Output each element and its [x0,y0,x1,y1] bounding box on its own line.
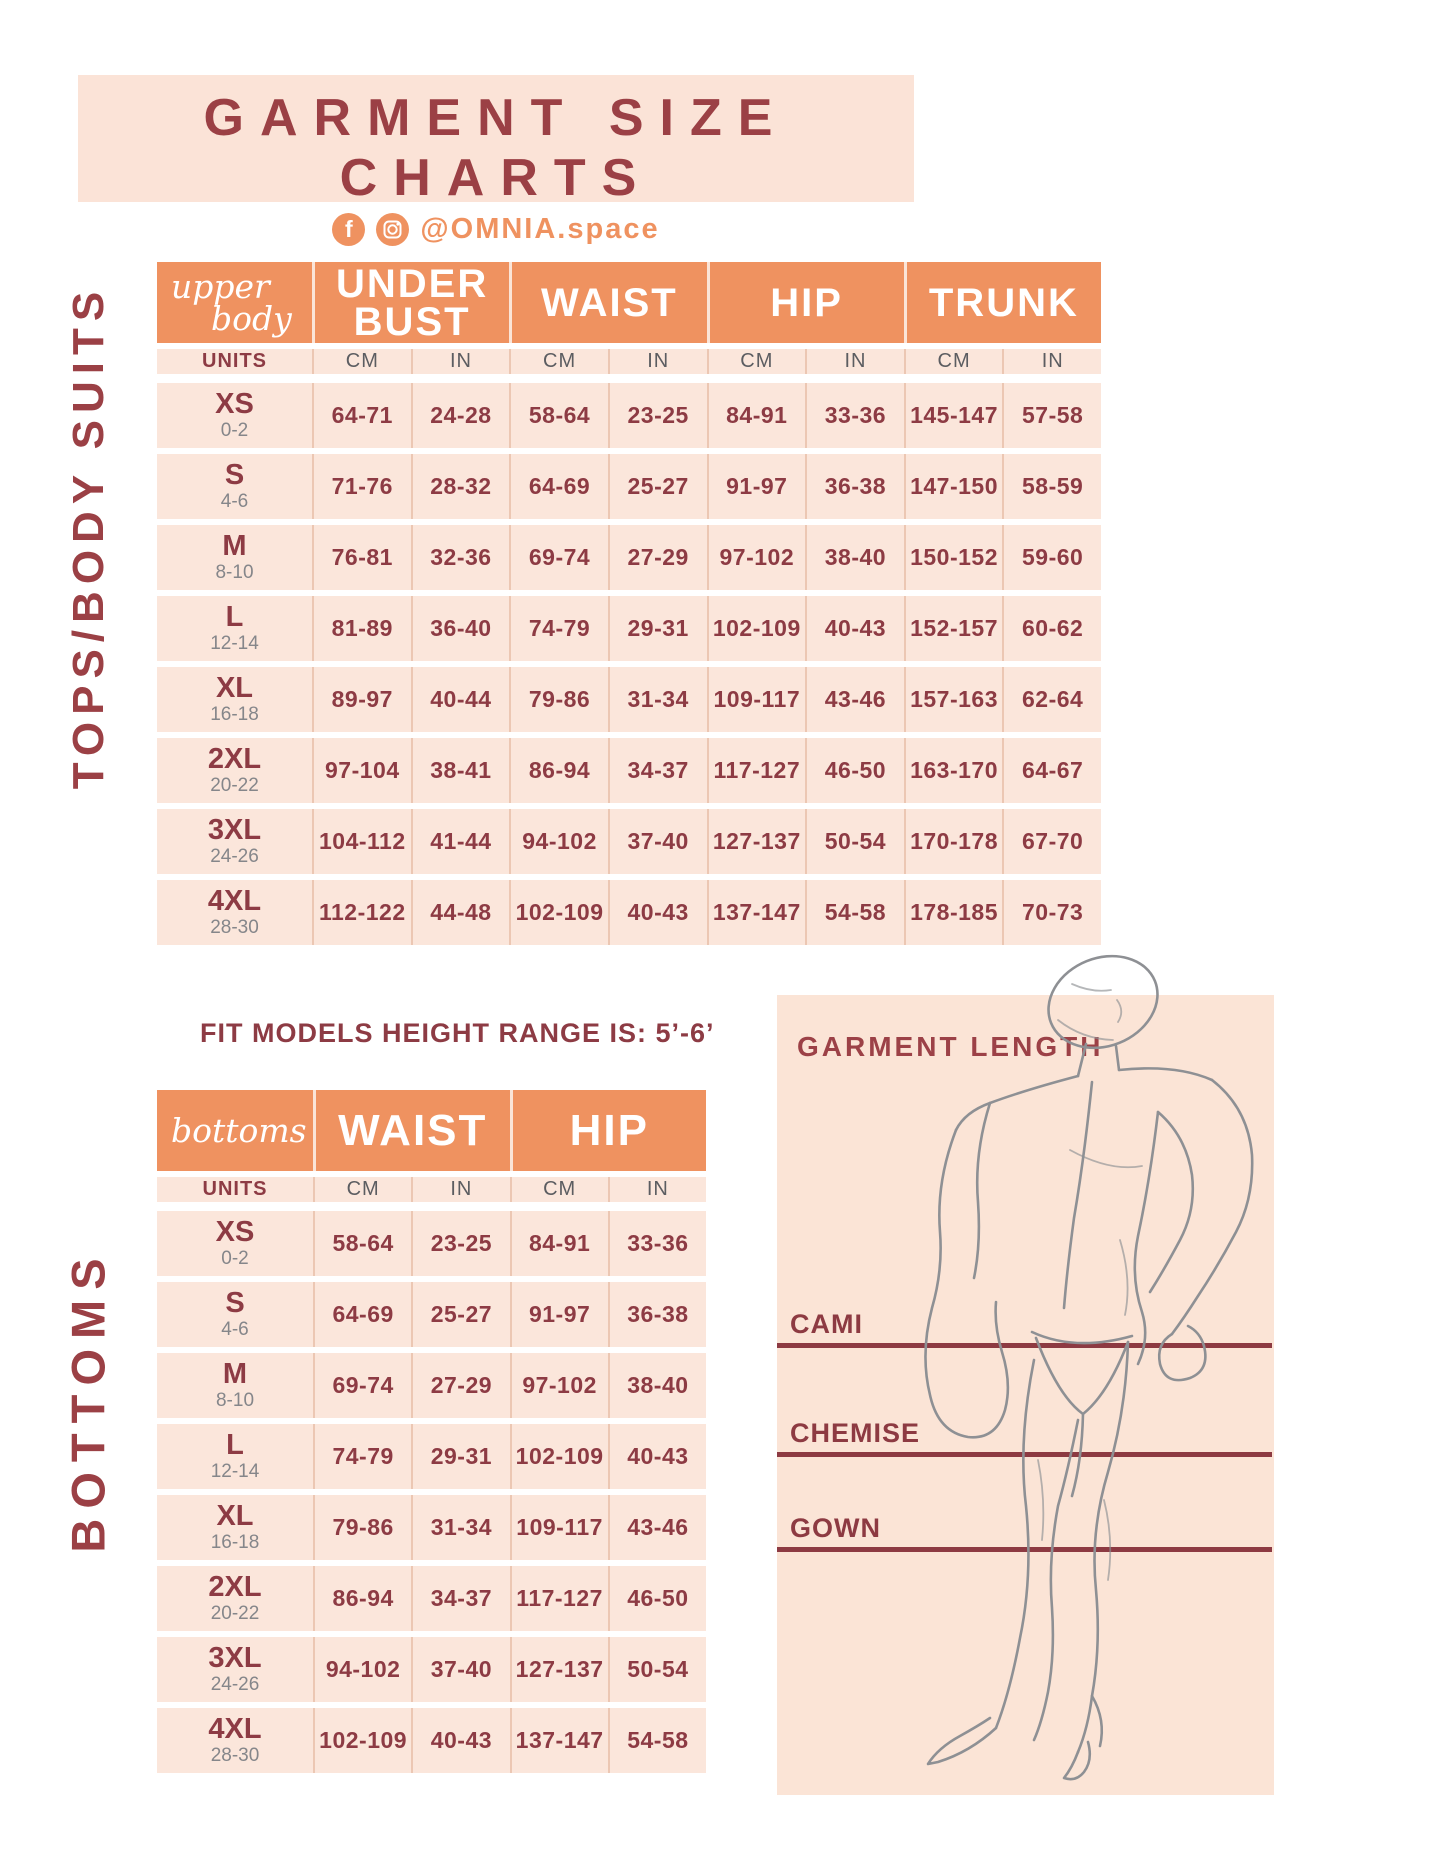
size-value: 127-137 [707,809,806,874]
size-value: 79-86 [313,1495,411,1560]
size-range: 16-18 [210,1531,260,1553]
size-value: 163-170 [904,738,1003,803]
size-value: 117-127 [707,738,806,803]
column-header-waist: WAIST [313,1090,510,1171]
table-row [157,1424,706,1489]
size-value: 29-31 [411,1424,509,1489]
size-range: 24-26 [210,845,259,867]
size-value: 178-185 [904,880,1003,945]
size-value: 157-163 [904,667,1003,732]
size-value: 43-46 [805,667,904,732]
size-cell [157,667,312,732]
size-value: 46-50 [608,1566,706,1631]
size-value: 69-74 [313,1353,411,1418]
table-row [157,596,1101,661]
size-label: XS [215,1216,255,1249]
size-value: 37-40 [411,1637,509,1702]
size-value: 36-38 [608,1282,706,1347]
size-value: 137-147 [707,880,806,945]
size-range: 20-22 [210,1602,260,1624]
fit-note: FIT MODELS HEIGHT RANGE IS: 5’-6’ [200,1018,715,1048]
size-cell [157,1708,313,1773]
size-value: 27-29 [608,525,707,590]
size-label: 2XL [207,743,262,776]
size-value: 23-25 [411,1211,509,1276]
size-value: 40-43 [805,596,904,661]
size-value: 43-46 [608,1495,706,1560]
size-value: 69-74 [509,525,608,590]
column-header-hip: HIP [510,1090,707,1171]
size-value: 40-43 [608,1424,706,1489]
table-row [157,525,1101,590]
corner-script-word: bottoms [171,1110,307,1150]
bottoms-size-table [157,1090,706,1773]
column-header-waist: WAIST [509,262,706,343]
size-range: 24-26 [210,1673,260,1695]
size-label: 2XL [208,1571,262,1604]
size-value: 41-44 [411,809,510,874]
marker-label-cami: CAMI [790,1309,863,1339]
size-value: 67-70 [1002,809,1101,874]
size-range: 28-30 [210,1744,260,1766]
corner-script-word: upper [171,267,270,307]
size-value: 64-67 [1002,738,1101,803]
size-value: 23-25 [608,383,707,448]
size-value: 81-89 [312,596,411,661]
size-value: 50-54 [608,1637,706,1702]
size-cell [157,809,312,874]
size-value: 36-40 [411,596,510,661]
table-row [157,1282,706,1347]
size-cell [157,1495,313,1560]
social-handle: @OMNIA.space [420,213,660,245]
size-value: 84-91 [510,1211,608,1276]
marker-label-gown: GOWN [790,1513,881,1543]
size-label: XL [215,672,254,705]
size-value: 31-34 [608,667,707,732]
size-value: 44-48 [411,880,510,945]
size-value: 24-28 [411,383,510,448]
size-value: 86-94 [509,738,608,803]
size-value: 152-157 [904,596,1003,661]
size-value: 54-58 [608,1708,706,1773]
size-cell [157,1637,313,1702]
table-row [157,1353,706,1418]
column-header-hip: HIP [707,262,904,343]
size-value: 127-137 [510,1637,608,1702]
size-value: 37-40 [608,809,707,874]
size-value: 102-109 [313,1708,411,1773]
page-title: GARMENT SIZE CHARTS [203,89,789,207]
table-row [157,667,1101,732]
size-label: M [222,1358,248,1391]
table-row [157,1566,706,1631]
size-value: 89-97 [312,667,411,732]
size-value: 70-73 [1002,880,1101,945]
unit-header: IN [411,349,510,374]
size-value: 74-79 [509,596,608,661]
table-row [157,383,1101,448]
size-value: 46-50 [805,738,904,803]
size-value: 150-152 [904,525,1003,590]
units-row [157,1177,706,1202]
size-value: 40-43 [411,1708,509,1773]
table-row [157,1211,706,1276]
size-label: XS [215,388,254,421]
unit-header: CM [312,349,411,374]
size-value: 94-102 [509,809,608,874]
instagram-icon[interactable] [376,213,409,246]
size-cell [157,1566,313,1631]
units-row [157,349,1101,374]
size-value: 58-64 [509,383,608,448]
facebook-icon[interactable]: f [332,213,365,246]
size-label: 3XL [208,1642,262,1675]
size-label: L [226,1429,244,1462]
size-value: 54-58 [805,880,904,945]
size-value: 25-27 [608,454,707,519]
size-value: 40-43 [608,880,707,945]
size-value: 112-122 [312,880,411,945]
size-value: 97-102 [707,525,806,590]
size-value: 104-112 [312,809,411,874]
size-value: 91-97 [707,454,806,519]
table-header-row [157,1090,706,1171]
table-row [157,1708,706,1773]
size-cell [157,1424,313,1489]
garment-length-title: GARMENT LENGTH [797,1031,1104,1062]
size-value: 64-69 [509,454,608,519]
size-value: 145-147 [904,383,1003,448]
size-range: 20-22 [210,774,259,796]
size-value: 58-59 [1002,454,1101,519]
size-cell [157,525,312,590]
size-value: 102-109 [707,596,806,661]
size-range: 0-2 [220,419,249,441]
units-label: UNITS [157,349,312,374]
table-row [157,880,1101,945]
size-value: 36-38 [805,454,904,519]
column-header-under-bust: UNDER BUST [312,262,509,343]
size-value: 102-109 [509,880,608,945]
table-corner-label [157,1090,313,1171]
unit-header: IN [608,1177,706,1202]
size-value: 64-71 [312,383,411,448]
corner-script-word: body [211,298,292,338]
size-value: 74-79 [313,1424,411,1489]
size-range: 12-14 [210,632,259,654]
unit-header: IN [608,349,707,374]
size-value: 34-37 [608,738,707,803]
size-value: 59-60 [1002,525,1101,590]
unit-header: IN [1002,349,1101,374]
unit-header: CM [904,349,1003,374]
unit-header: CM [510,1177,608,1202]
size-value: 60-62 [1002,596,1101,661]
size-value: 34-37 [411,1566,509,1631]
table-row [157,454,1101,519]
figure-sketch [820,940,1290,1825]
size-value: 25-27 [411,1282,509,1347]
unit-header: CM [313,1177,411,1202]
unit-header: CM [509,349,608,374]
size-label: 4XL [207,885,262,918]
size-value: 71-76 [312,454,411,519]
size-label: S [224,459,245,492]
size-value: 40-44 [411,667,510,732]
unit-header: IN [805,349,904,374]
size-value: 102-109 [510,1424,608,1489]
table-row [157,1495,706,1560]
size-value: 97-102 [510,1353,608,1418]
social-row [78,213,914,246]
size-value: 57-58 [1002,383,1101,448]
size-cell [157,596,312,661]
size-value: 64-69 [313,1282,411,1347]
header-banner [78,75,914,245]
size-value: 38-40 [608,1353,706,1418]
size-cell [157,1282,313,1347]
size-value: 58-64 [313,1211,411,1276]
size-value: 38-40 [805,525,904,590]
size-value: 28-32 [411,454,510,519]
size-value: 117-127 [510,1566,608,1631]
size-value: 86-94 [313,1566,411,1631]
size-label: XL [216,1500,254,1533]
size-cell [157,383,312,448]
size-value: 50-54 [805,809,904,874]
size-value: 76-81 [312,525,411,590]
size-value: 32-36 [411,525,510,590]
size-label: S [225,1287,245,1320]
size-value: 79-86 [509,667,608,732]
size-value: 84-91 [707,383,806,448]
size-range: 28-30 [210,916,259,938]
bottoms-side-label: BOTTOMS [61,1248,115,1553]
units-label: UNITS [157,1177,313,1202]
marker-label-chemise: CHEMISE [790,1418,921,1448]
table-row [157,1637,706,1702]
size-label: 4XL [208,1713,262,1746]
size-label: 3XL [207,814,262,847]
size-value: 62-64 [1002,667,1101,732]
size-cell [157,738,312,803]
table-header-row [157,262,1101,343]
size-range: 0-2 [221,1247,249,1269]
size-value: 31-34 [411,1495,509,1560]
size-range: 16-18 [210,703,259,725]
size-value: 147-150 [904,454,1003,519]
size-range: 4-6 [220,490,249,512]
table-row [157,809,1101,874]
table-corner-label [157,262,312,343]
size-value: 38-41 [411,738,510,803]
table-row [157,738,1101,803]
size-label: M [222,530,247,563]
size-cell [157,1353,313,1418]
size-cell [157,454,312,519]
tops-side-label: TOPS/BODY SUITS [64,284,113,790]
size-value: 109-117 [510,1495,608,1560]
size-value: 137-147 [510,1708,608,1773]
size-value: 29-31 [608,596,707,661]
size-value: 109-117 [707,667,806,732]
size-value: 170-178 [904,809,1003,874]
size-value: 94-102 [313,1637,411,1702]
size-value: 91-97 [510,1282,608,1347]
size-range: 12-14 [210,1460,260,1482]
size-range: 8-10 [215,1389,255,1411]
size-range: 4-6 [221,1318,249,1340]
size-value: 33-36 [805,383,904,448]
unit-header: IN [411,1177,509,1202]
size-range: 8-10 [215,561,254,583]
tops-size-table [157,262,1101,945]
size-value: 33-36 [608,1211,706,1276]
column-header-trunk: TRUNK [904,262,1101,343]
size-label: L [225,601,244,634]
size-value: 27-29 [411,1353,509,1418]
unit-header: CM [707,349,806,374]
size-value: 97-104 [312,738,411,803]
size-cell [157,1211,313,1276]
size-cell [157,880,312,945]
